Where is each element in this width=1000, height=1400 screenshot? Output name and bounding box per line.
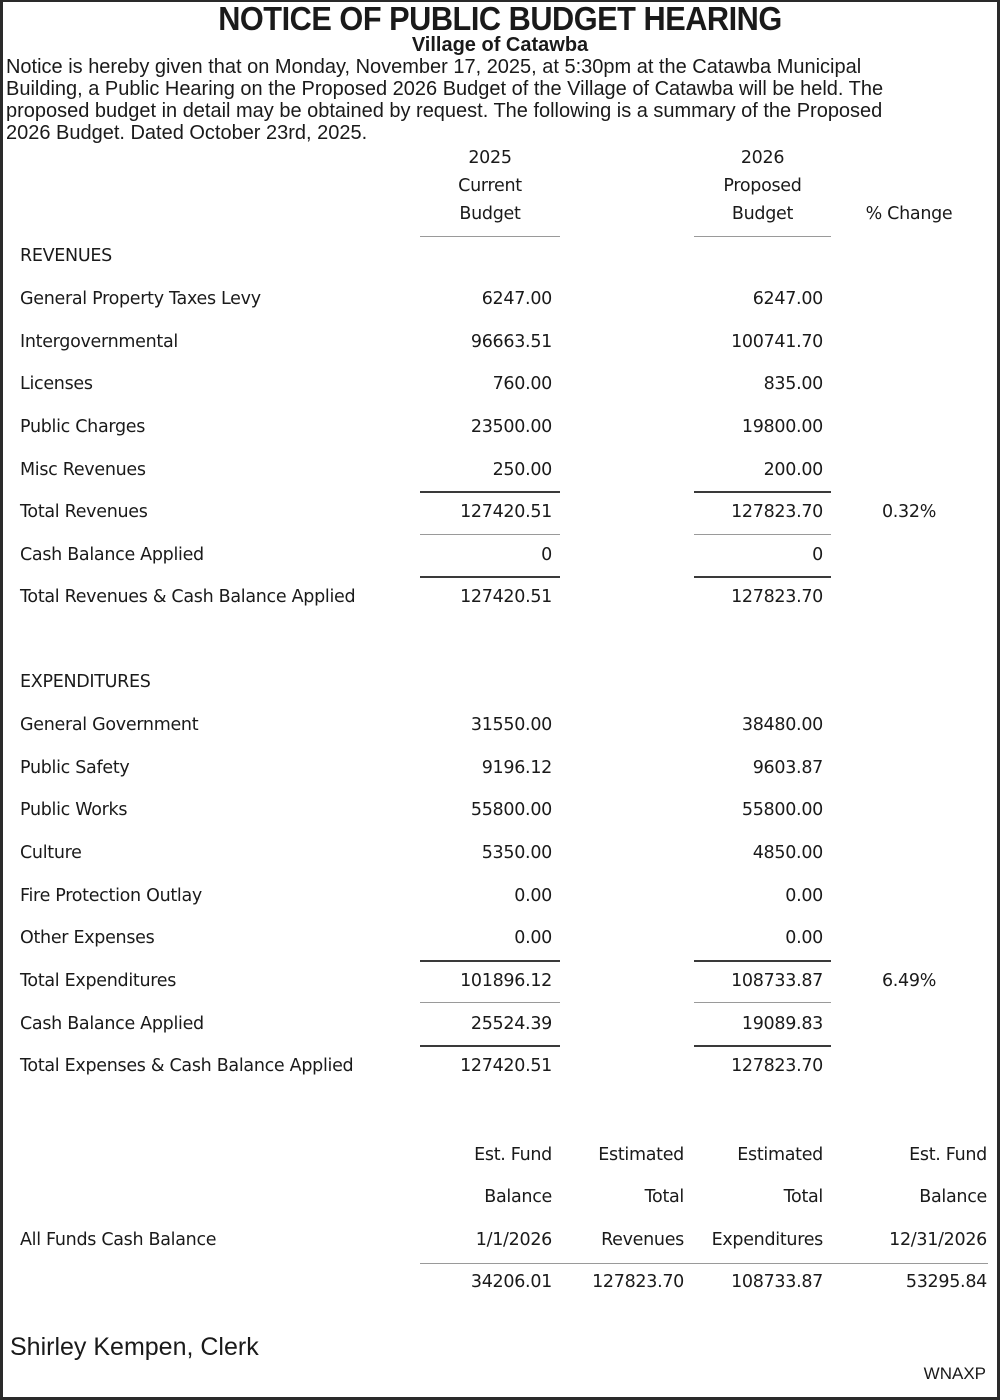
row-proposed: 200.00 xyxy=(763,460,823,480)
fund-header: 1/1/2026 xyxy=(475,1230,552,1250)
row-current: 6247.00 xyxy=(481,289,552,309)
total-revenues-proposed: 127823.70 xyxy=(731,502,823,522)
fund-header: Est. Fund xyxy=(474,1145,552,1165)
row-proposed: 4850.00 xyxy=(752,843,823,863)
clerk-signature: Shirley Kempen, Clerk xyxy=(10,1333,259,1361)
expenditures-grand-label: Total Expenses & Cash Balance Applied xyxy=(20,1056,354,1076)
total-rule xyxy=(420,960,560,962)
fund-header: Total xyxy=(783,1187,823,1207)
fund-header: Total xyxy=(644,1187,684,1207)
row-proposed: 0.00 xyxy=(785,886,823,906)
all-funds-label: All Funds Cash Balance xyxy=(20,1230,217,1250)
col-proposed-line3: Budget xyxy=(731,204,794,224)
notice-intro xyxy=(6,56,1000,144)
total-revenues-label: Total Revenues xyxy=(20,502,148,522)
revenues-grand-proposed: 127823.70 xyxy=(731,587,823,607)
row-label: Culture xyxy=(20,843,82,863)
row-current: 96663.51 xyxy=(470,332,552,352)
row-current: 250.00 xyxy=(492,460,552,480)
col-current-line3: Budget xyxy=(459,204,521,224)
row-label: Public Charges xyxy=(20,417,146,437)
grand-total-rule xyxy=(420,1045,560,1047)
row-current: 0.00 xyxy=(514,886,552,906)
total-expenditures-change: 6.49% xyxy=(881,971,937,991)
row-proposed: 9603.87 xyxy=(752,758,823,778)
fund-rule xyxy=(420,1263,988,1264)
row-label: Public Works xyxy=(20,800,128,820)
row-label: Misc Revenues xyxy=(20,460,146,480)
total-rule xyxy=(694,491,831,493)
subtotal-rule xyxy=(694,1002,831,1003)
fund-value: 108733.87 xyxy=(731,1272,823,1292)
row-current: 760.00 xyxy=(492,374,552,394)
row-label: Intergovernmental xyxy=(20,332,178,352)
subtotal-rule xyxy=(420,1002,560,1003)
row-label: Licenses xyxy=(20,374,93,394)
fund-header: Estimated xyxy=(598,1145,684,1165)
row-current: 31550.00 xyxy=(470,715,552,735)
expenditures-grand-proposed: 127823.70 xyxy=(731,1056,823,1076)
ad-code: WNAXP xyxy=(923,1364,986,1383)
col-change: % Change xyxy=(865,204,953,224)
intro-line: proposed budget in detail may be obtained by request. The following is a summary of the Proposed xyxy=(6,99,883,122)
grand-total-rule xyxy=(694,1045,831,1047)
row-current: 23500.00 xyxy=(470,417,552,437)
total-revenues-current: 127420.51 xyxy=(460,502,552,522)
row-label: Public Safety xyxy=(20,758,130,778)
fund-header: Balance xyxy=(484,1187,552,1207)
col-current-year: 2025 xyxy=(468,148,512,168)
row-label: General Government xyxy=(20,715,199,735)
expenditures-heading: EXPENDITURES xyxy=(20,672,151,692)
revenues-cash-label: Cash Balance Applied xyxy=(20,545,204,565)
total-revenues-change: 0.32% xyxy=(881,502,937,522)
intro-line: Notice is hereby given that on Monday, November 17, 2025, at 5:30pm at the Catawba Municipal xyxy=(6,55,862,78)
row-current: 9196.12 xyxy=(481,758,552,778)
intro-line: Building, a Public Hearing on the Proposed 2026 Budget of the Village of Catawba will be held. The xyxy=(6,77,884,100)
fund-value: 127823.70 xyxy=(592,1272,684,1292)
col-proposed-year: 2026 xyxy=(740,148,785,168)
row-proposed: 100741.70 xyxy=(731,332,823,352)
subtotal-rule xyxy=(694,534,831,535)
fund-header: Balance xyxy=(919,1187,987,1207)
subtotal-rule xyxy=(420,534,560,535)
row-proposed: 55800.00 xyxy=(741,800,823,820)
row-proposed: 38480.00 xyxy=(741,715,823,735)
grand-total-rule xyxy=(420,576,560,578)
fund-header: Expenditures xyxy=(711,1230,823,1250)
total-expenditures-label: Total Expenditures xyxy=(20,971,177,991)
expenditures-cash-proposed: 19089.83 xyxy=(741,1014,823,1034)
row-label: Fire Protection Outlay xyxy=(20,886,202,906)
total-expenditures-current: 101896.12 xyxy=(460,971,552,991)
row-proposed: 6247.00 xyxy=(752,289,823,309)
expenditures-grand-current: 127420.51 xyxy=(460,1056,552,1076)
expenditures-cash-current: 25524.39 xyxy=(470,1014,552,1034)
fund-header: Revenues xyxy=(601,1230,684,1250)
row-current: 55800.00 xyxy=(470,800,552,820)
revenues-grand-current: 127420.51 xyxy=(460,587,552,607)
total-rule xyxy=(420,491,560,493)
row-label: General Property Taxes Levy xyxy=(20,289,261,309)
fund-header: 12/31/2026 xyxy=(889,1230,987,1250)
col-current-line2: Current xyxy=(458,176,522,196)
fund-header: Est. Fund xyxy=(909,1145,987,1165)
fund-value: 34206.01 xyxy=(470,1272,552,1292)
total-expenditures-proposed: 108733.87 xyxy=(731,971,823,991)
row-current: 0.00 xyxy=(514,928,552,948)
fund-header: Estimated xyxy=(737,1145,823,1165)
expenditures-cash-label: Cash Balance Applied xyxy=(20,1014,204,1034)
fund-value: 53295.84 xyxy=(905,1272,987,1292)
row-label: Other Expenses xyxy=(20,928,155,948)
grand-total-rule xyxy=(694,576,831,578)
notice-subtitle: Village of Catawba xyxy=(411,34,589,56)
row-proposed: 19800.00 xyxy=(741,417,823,437)
notice-title: NOTICE OF PUBLIC BUDGET HEARING xyxy=(218,0,782,37)
intro-line: 2026 Budget. Dated October 23rd, 2025. xyxy=(6,121,368,144)
total-rule xyxy=(694,960,831,962)
row-current: 5350.00 xyxy=(481,843,552,863)
revenues-cash-current: 0 xyxy=(541,545,552,565)
revenues-heading: REVENUES xyxy=(20,246,112,266)
revenues-grand-label: Total Revenues & Cash Balance Applied xyxy=(20,587,356,607)
col-proposed-line2: Proposed xyxy=(723,176,802,196)
row-proposed: 0.00 xyxy=(785,928,823,948)
header-rule xyxy=(694,236,831,237)
header-rule xyxy=(420,236,560,237)
row-proposed: 835.00 xyxy=(763,374,823,394)
revenues-cash-proposed: 0 xyxy=(812,545,823,565)
